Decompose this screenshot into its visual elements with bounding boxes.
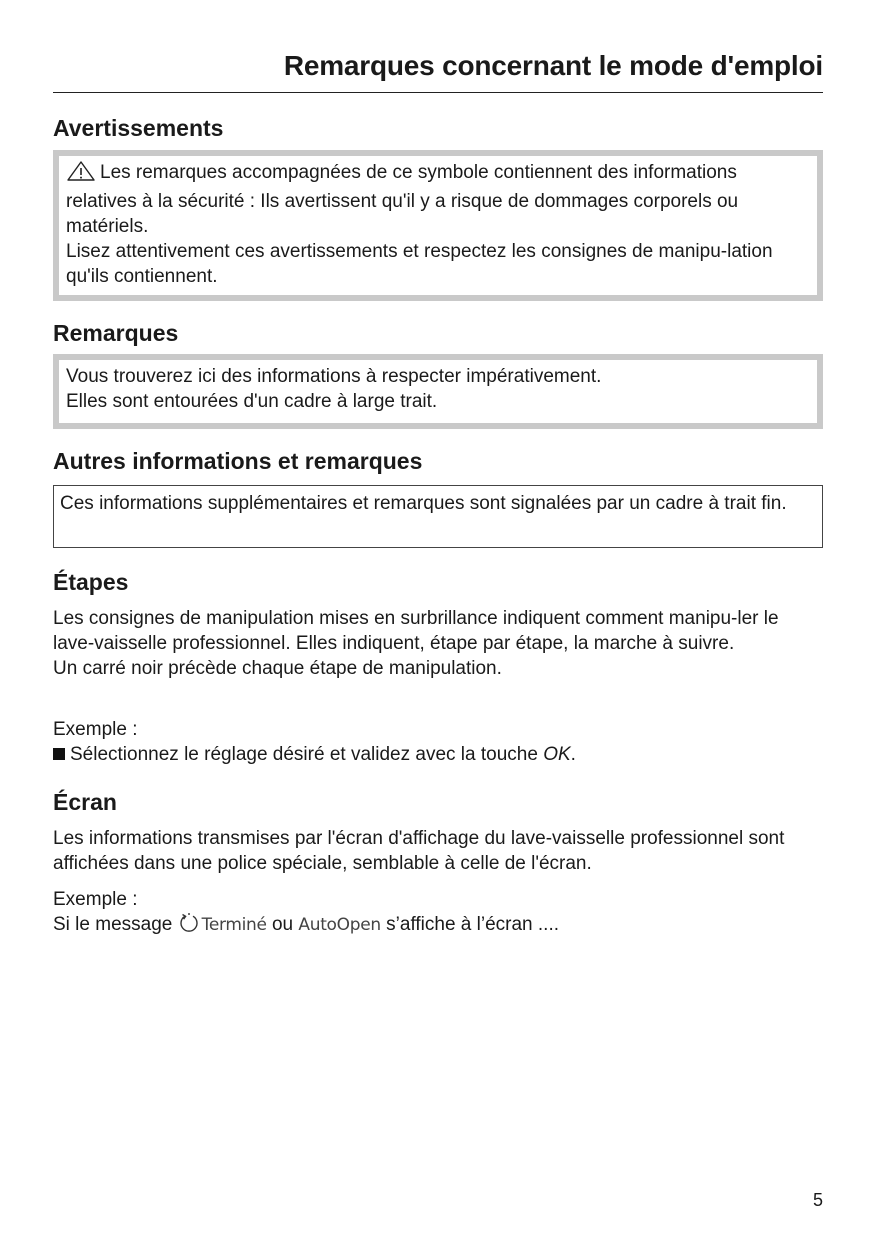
display-word-autoopen: AutoOpen xyxy=(298,915,381,935)
etapes-body xyxy=(53,606,823,681)
remarques-box xyxy=(53,354,823,429)
ok-key-label: OK xyxy=(543,744,571,765)
display-word-termine: Terminé xyxy=(201,915,267,935)
page-title: Remarques concernant le mode d'emploi xyxy=(283,50,823,81)
warning-box xyxy=(53,150,823,301)
etapes-example-label: Exemple : xyxy=(53,719,138,740)
ecran-example xyxy=(53,887,823,941)
remarques-text-1: Vous trouverez ici des informations à respecter impérativement. xyxy=(66,366,602,387)
warning-triangle-icon xyxy=(66,160,96,189)
clock-icon xyxy=(178,912,200,941)
etapes-example xyxy=(53,717,823,767)
heading-avertissements: Avertissements xyxy=(53,115,224,141)
heading-remarques: Remarques xyxy=(53,320,179,346)
heading-etapes: Étapes xyxy=(53,569,129,595)
etapes-para-1: Les consignes de manipulation mises en surbrillance indiquent comment manipu-ler le lave-vaisselle professionnel. Elles indiquent, étape par étape, la marche à suivre. xyxy=(53,608,779,654)
page-number: 5 xyxy=(812,1190,823,1210)
ecran-body xyxy=(53,826,823,876)
ecran-example-line: Si le message Terminé ou AutoOpen s’affiche à l’écran .... xyxy=(53,912,823,941)
title-rule xyxy=(53,92,823,93)
step-square-icon xyxy=(53,748,65,760)
autres-box xyxy=(53,485,823,548)
warning-text-2: Lisez attentivement ces avertissements et respectez les consignes de manipu-lation qu'ils contiennent. xyxy=(66,241,773,287)
warning-text-1: Les remarques accompagnées de ce symbole contiennent des informations relatives à la sécurité : Ils avertissent qu'il y a risque de dommages corporels ou matériels. xyxy=(66,162,739,237)
heading-autres: Autres informations et remarques xyxy=(53,448,423,474)
remarques-text-2: Elles sont entourées d'un cadre à large trait. xyxy=(66,391,438,412)
etapes-example-step: Sélectionnez le réglage désiré et validez avec la touche OK. xyxy=(53,742,823,767)
ecran-para-1: Les informations transmises par l'écran d'affichage du lave-vaisselle professionnel sont affichées dans une police spéciale, semblable à celle de l'écran. xyxy=(53,828,785,874)
ecran-example-label: Exemple : xyxy=(53,889,138,910)
heading-ecran: Écran xyxy=(53,789,117,815)
autres-text: Ces informations supplémentaires et remarques sont signalées par un cadre à trait fin. xyxy=(60,493,787,514)
etapes-para-2: Un carré noir précède chaque étape de manipulation. xyxy=(53,658,502,679)
